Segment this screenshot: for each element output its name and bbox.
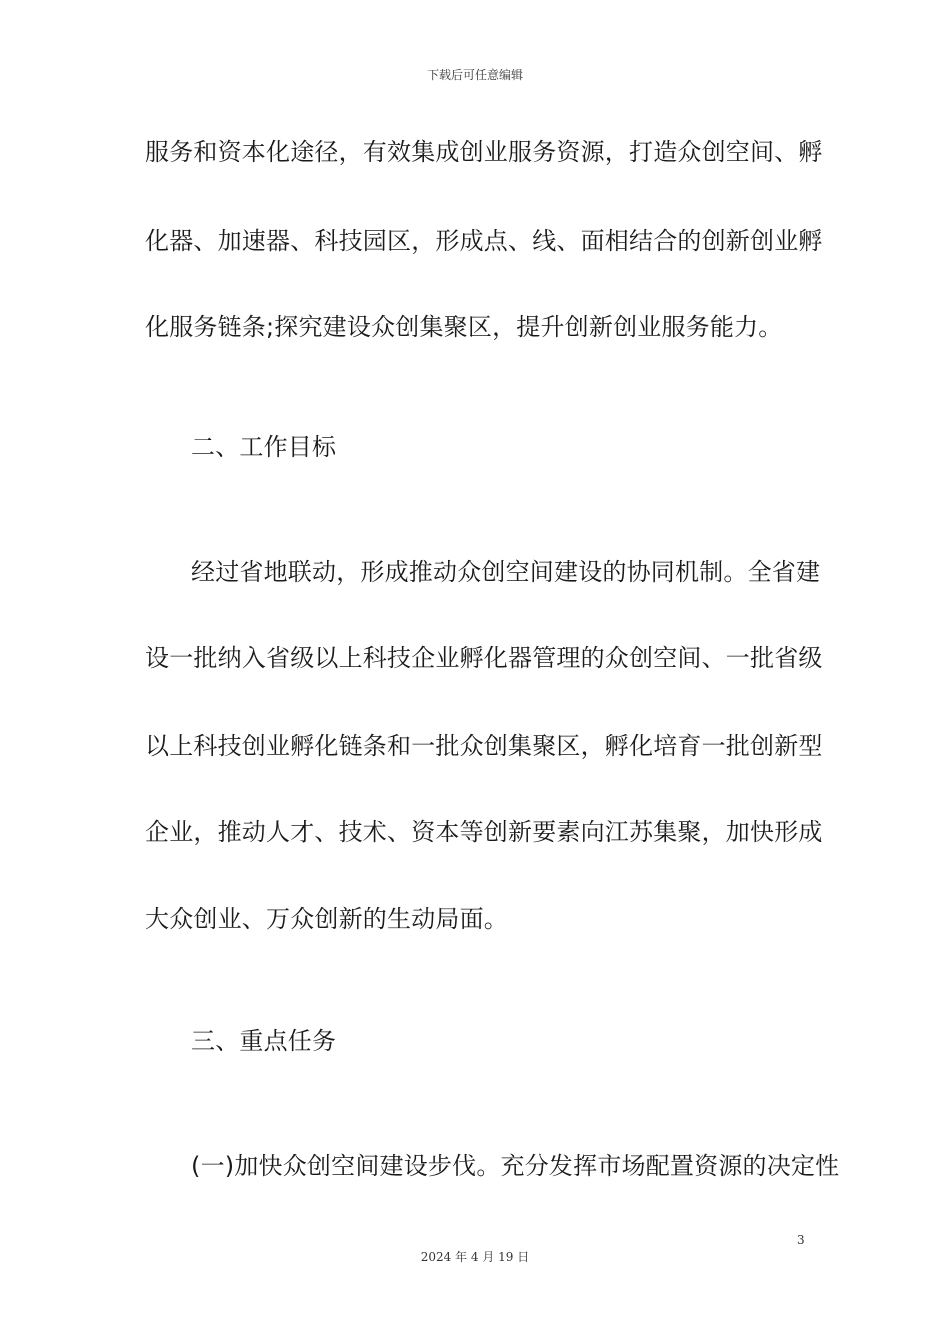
paragraph-line: 设一批纳入省级以上科技企业孵化器管理的众创空间、一批省级 bbox=[145, 644, 823, 672]
paragraph-line: 服务和资本化途径，有效集成创业服务资源，打造众创空间、孵 bbox=[145, 138, 823, 166]
paragraph-line: 化服务链条;探究建设众创集聚区，提升创新创业服务能力。 bbox=[145, 313, 783, 341]
paragraph-line: 以上科技创业孵化链条和一批众创集聚区，孵化培育一批创新型 bbox=[145, 732, 823, 760]
page-header: 下载后可任意编辑 bbox=[426, 68, 523, 82]
section-heading: 二、工作目标 bbox=[191, 433, 337, 461]
paragraph-line: 化器、加速器、科技园区，形成点、线、面相结合的创新创业孵 bbox=[145, 227, 823, 255]
section-heading: 三、重点任务 bbox=[191, 1027, 337, 1055]
page-number: 3 bbox=[797, 1233, 805, 1247]
paragraph-line: 大众创业、万众创新的生动局面。 bbox=[145, 905, 508, 933]
page-footer-date: 2024 年 4 月 19 日 bbox=[420, 1250, 530, 1264]
paragraph-line: 经过省地联动，形成推动众创空间建设的协同机制。全省建 bbox=[191, 558, 821, 586]
paragraph-line: (一)加快众创空间建设步伐。充分发挥市场配置资源的决定性 bbox=[191, 1152, 840, 1180]
paragraph-line: 企业，推动人才、技术、资本等创新要素向江苏集聚，加快形成 bbox=[145, 818, 823, 846]
